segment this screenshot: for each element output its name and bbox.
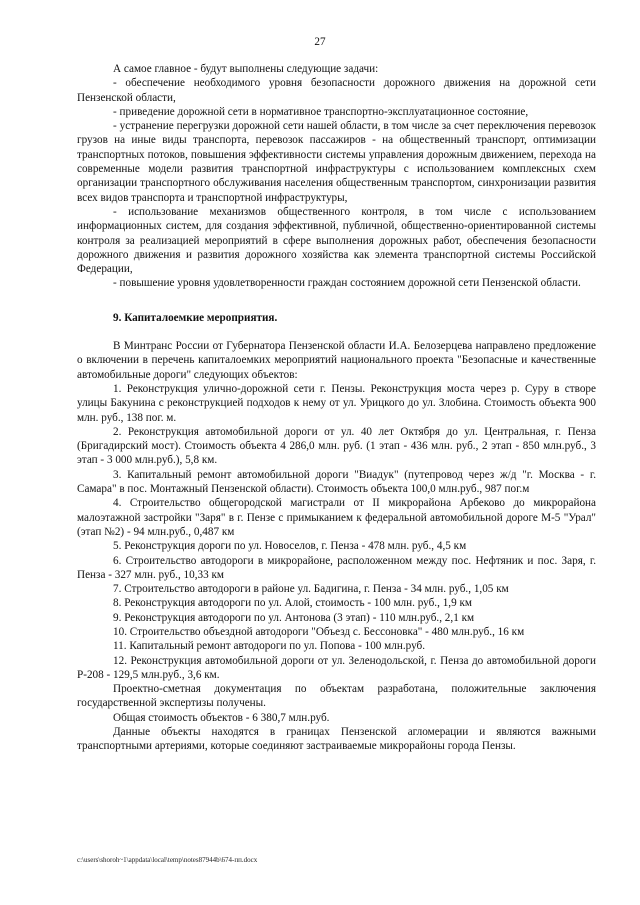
spacer [77, 291, 596, 311]
task-item: - повышение уровня удовлетворенности граждан состоянием дорожной сети Пензенской области. [113, 277, 581, 290]
project-item: 2. Реконструкция автомобильной дороги от ул. 40 лет Октября до ул. Центральная, г. Пенза (Бригадирский мост). Стоимость объекта 4 286,0 млн. руб. (1 этап - 436 млн. руб., 2 этап - 850 млн.руб., 3 этап - 3 000 млн.руб.), 5,8 км. [77, 425, 596, 467]
project-item: 6. Строительство автодороги в микрорайоне, расположенном между пос. Нефтяник и пос. Заря, г. Пенза - 327 млн. руб., 10,33 км [77, 554, 596, 581]
section-heading: 9. Капиталоемкие мероприятия. [113, 311, 278, 324]
project-item: 3. Капитальный ремонт автомобильной дороги "Виадук" (путепровод через ж/д "г. Москва - г. Самара" в пос. Монтажный Пензенской области). Стоимость объекта 100,0 млн.руб., 987 пог.м [77, 468, 596, 496]
document-body [77, 62, 596, 754]
spacer [77, 325, 596, 339]
project-item: 10. Строительство объездной автодороги "Объезд с. Бессоновка" - 480 млн.руб., 16 км [113, 625, 525, 638]
page-number: 27 [314, 36, 326, 48]
task-item: - обеспечение необходимого уровня безопасности дорожного движения на дорожной сети Пензенской области, [77, 77, 596, 104]
task-item: - устранение перегрузки дорожной сети нашей области, в том числе за счет переключения перевозок грузов на иные виды транспорта, перевозок пассажиров - на общественный транспорт, оптимизации транспортных потоков, повышения эффективности системы управления дорожным движением, перехода на современные модели развития транспортной инфраструктуры с использованием комплексных схем организации транспортного обслуживания населения общественным транспортом, синхронизации развития всех видов транспорта и транспортной инфраструктуры, [77, 120, 596, 204]
project-item: 5. Реконструкция дороги по ул. Новоселов, г. Пенза - 478 млн. руб., 4,5 км [113, 540, 467, 553]
total-cost: Общая стоимость объектов - 6 380,7 млн.руб. [113, 711, 330, 724]
tasks-intro: А самое главное - будут выполнены следующие задачи: [113, 63, 379, 75]
project-item: 12. Реконструкция автомобильной дороги от ул. Зеленодольской, г. Пенза до автомобильной дороги Р-208 - 129,5 млн.руб., 3,6 км. [77, 654, 596, 681]
project-item: 8. Реконструкция автодороги по ул. Алой, стоимость - 100 млн. руб., 1,9 км [113, 597, 472, 610]
task-item: - использование механизмов общественного контроля, в том числе с использованием информационных систем, для создания эффективной, публичной, общественно-ориентированной системы контроля за реализацией мероприятий в сфере выполнения дорожных работ, обеспечения безопасности дорожного движения и развития дорожного хозяйства как элемента транспортной системы Российской Федерации, [77, 205, 596, 276]
project-item: 7. Строительство автодороги в районе ул. Бадигина, г. Пенза - 34 млн. руб., 1,05 км [113, 583, 509, 596]
task-item: - приведение дорожной сети в нормативное транспортно-эксплуатационное состояние, [113, 105, 529, 118]
section-intro: В Минтранс России от Губернатора Пензенской области И.А. Белозерцева направлено предложение о включении в перечень капиталоемких мероприятий национального проекта "Безопасные и качественные автомобильные дороги" следующих объектов: [77, 340, 596, 381]
closing-paragraph: Данные объекты находятся в границах Пензенской агломерации и являются важными транспортными артериями, которые соединяют застраиваемые микрорайоны города Пензы. [77, 726, 596, 753]
documentation-note: Проектно-сметная документация по объектам разработана, положительные заключения государственной экспертизы получены. [77, 683, 596, 710]
project-item: 1. Реконструкция улично-дорожной сети г. Пензы. Реконструкция моста через р. Суру в створе улицы Бакунина с реконструкцией подходов к нему от ул. Урицкого до ул. Злобина. Стоимость объекта 900 млн. руб., 138 пог. м. [77, 382, 596, 424]
project-item: 9. Реконструкция автодороги по ул. Антонова (3 этап) - 110 млн.руб., 2,1 км [113, 611, 475, 624]
footer-file-path: c:\users\shoroh~1\appdata\local\temp\notes87944b\674-пп.docx [77, 856, 258, 864]
project-item: 4. Строительство общегородской магистрали от II микрорайона Арбеково до микрорайона малоэтажной застройки "Заря" в г. Пензе с примыканием к федеральной автомобильной дороге М-5 "Урал" (этап №2) - 94 млн.руб., 0,487 км [77, 497, 596, 538]
project-item: 11. Капитальный ремонт автодороги по ул. Попова - 100 млн.руб. [113, 640, 426, 653]
